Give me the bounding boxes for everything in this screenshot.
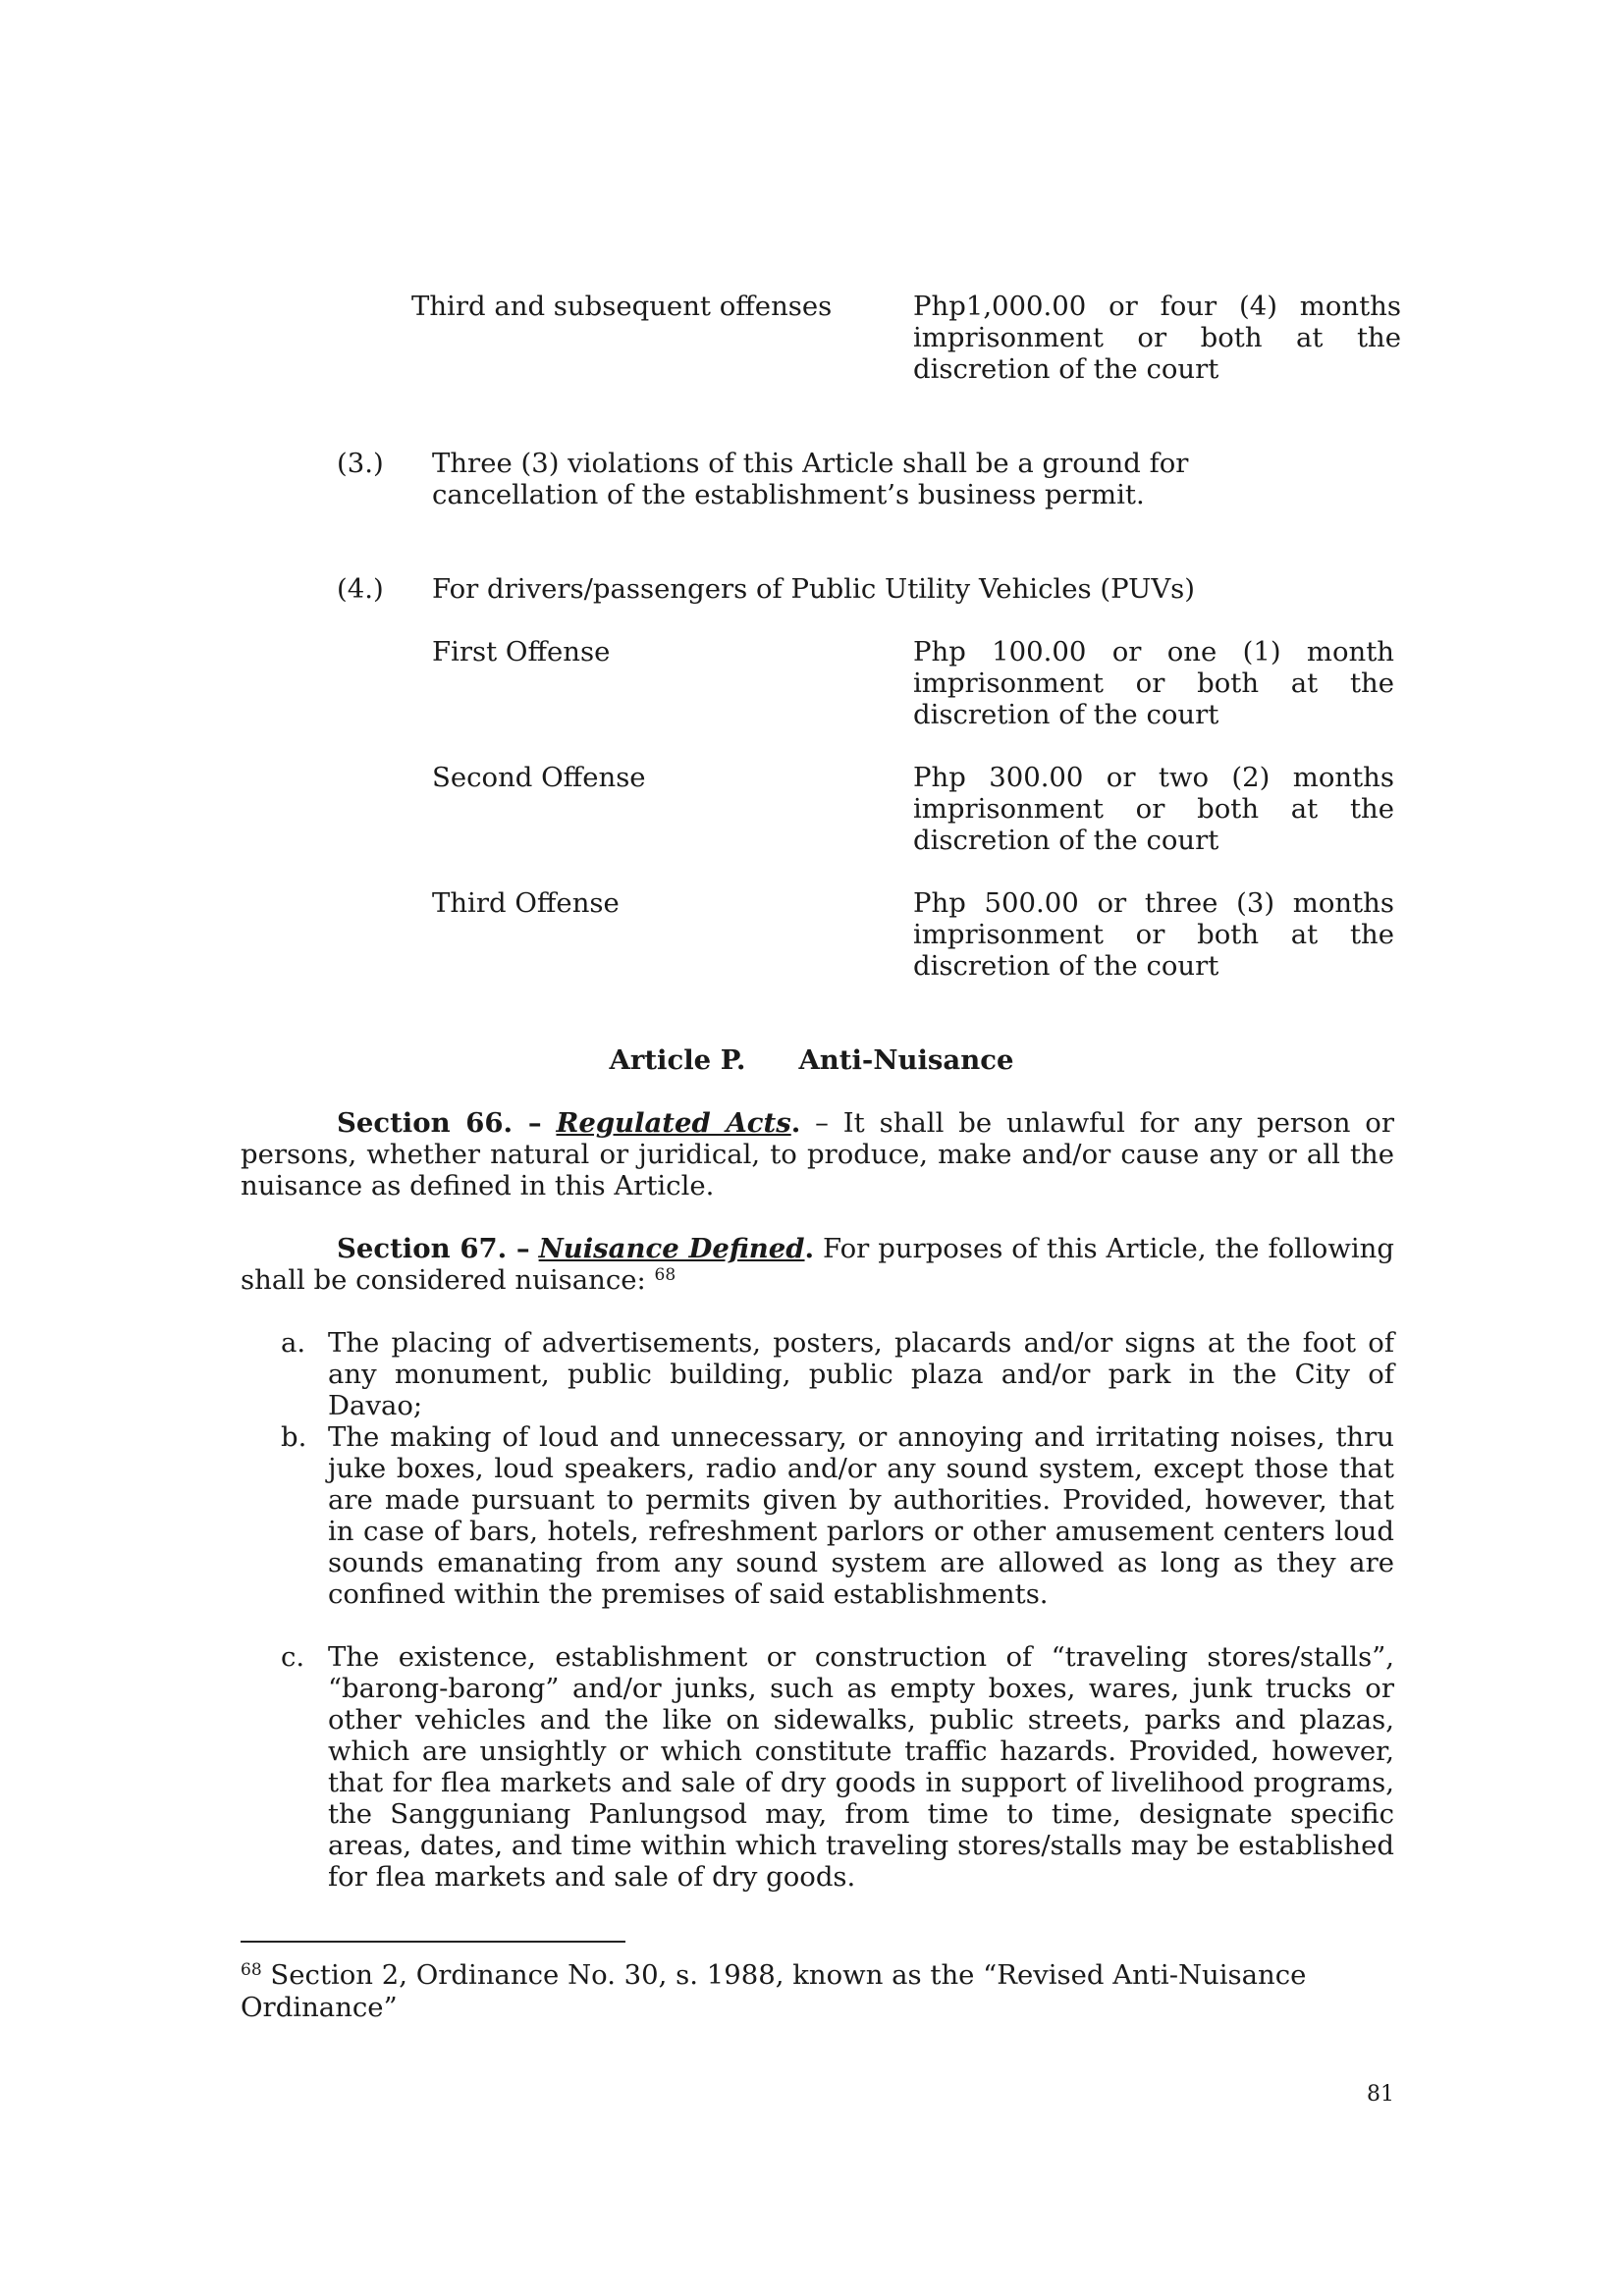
penalty-text: Php 100.00 or one (1) month imprisonment or both at the discretion of the court [913, 636, 1394, 730]
offense-label: Second Offense [432, 762, 646, 793]
offense-label: Third Offense [432, 887, 620, 919]
offense-label: Third and subsequent offenses [411, 291, 833, 322]
section-label: Section 67. – [337, 1233, 530, 1264]
penalty-text: Php 300.00 or two (2) months imprisonment or both at the discretion of the court [913, 762, 1394, 856]
penalty-text: Php1,000.00 or four (4) months imprisonment or both at the discretion of the court [913, 291, 1401, 385]
offense-label: First Offense [432, 636, 611, 667]
section-67: Section 67. – Nuisance Defined. For purposes of this Article, the following shall be considered nuisance: $^{68}$ [241, 1233, 1394, 1296]
footnote-text: Section 2, Ordinance No. 30, s. 1988, known as the “Revised Anti-Nuisance Ordinance” [241, 1959, 1307, 2023]
penalty-text: Php 500.00 or three (3) months imprisonment or both at the discretion of the court [913, 887, 1394, 982]
article-label: Article P. [609, 1044, 746, 1076]
footnote [241, 1959, 1321, 2024]
item-text: Three (3) violations of this Article shall be a ground for cancellation of the establishment’s business permit. [432, 448, 1189, 510]
footnote-number: 68 [241, 1960, 262, 1980]
list-item-text: The making of loud and unnecessary, or annoying and irritating noises, thru juke boxes, loud speakers, radio and/or any sound system, except those that are made pursuant to permits given by authorities. Provided, however, that in case of bars, hotels, refreshment parlors or other amusement centers loud sounds emanating from any sound system are allowed as long as they are confined within the premises of said establishments. [328, 1421, 1394, 1610]
section-title: Nuisance Defined [538, 1233, 805, 1264]
section-title: Regulated Acts [556, 1107, 791, 1139]
section-66: Section 66. – Regulated Acts. – It shall be unlawful for any person or persons, whether natural or juridical, to produce, make and/or cause any or all the nuisance as defined in this Article. [241, 1107, 1394, 1201]
footnote-ref: 68 [654, 1265, 676, 1285]
item-number: (4.) [337, 573, 384, 605]
section-label: Section 66. – [337, 1107, 542, 1139]
article-title: Anti-Nuisance [798, 1044, 1014, 1076]
article-heading [0, 1044, 1623, 1076]
list-item-text: The existence, establishment or construction of “traveling stores/stalls”, “barong-barong” and/or junks, such as empty boxes, wares, junk trucks or other vehicles and the like on sidewalks, public streets, parks and plazas, which are unsightly or which constitute traffic hazards. Provided, however, that for flea markets and sale of dry goods in support of livelihood programs, the Sangguniang Panlungsod may, from time to time, designate specific areas, dates, and time within which traveling stores/stalls may be established for flea markets and sale of dry goods. [328, 1641, 1394, 1893]
list-letter: c. [281, 1641, 305, 1673]
page-number: 81 [1367, 2082, 1394, 2107]
list-letter: a. [281, 1327, 306, 1359]
list-letter: b. [281, 1421, 307, 1453]
section-text: – It shall be unlawful for any person or persons, whether natural or juridical, to produce, make and/or cause any or all the nuisance as defined in this Article. [241, 1107, 1394, 1201]
item-heading: For drivers/passengers of Public Utility Vehicles (PUVs) [432, 573, 1196, 605]
section-text: For purposes of this Article, the following shall be considered nuisance: [241, 1233, 1394, 1296]
list-item-text: The placing of advertisements, posters, placards and/or signs at the foot of any monument, public building, public plaza and/or park in the City of Davao; [328, 1327, 1394, 1421]
item-number: (3.) [337, 448, 384, 479]
footnote-separator [241, 1941, 625, 1943]
